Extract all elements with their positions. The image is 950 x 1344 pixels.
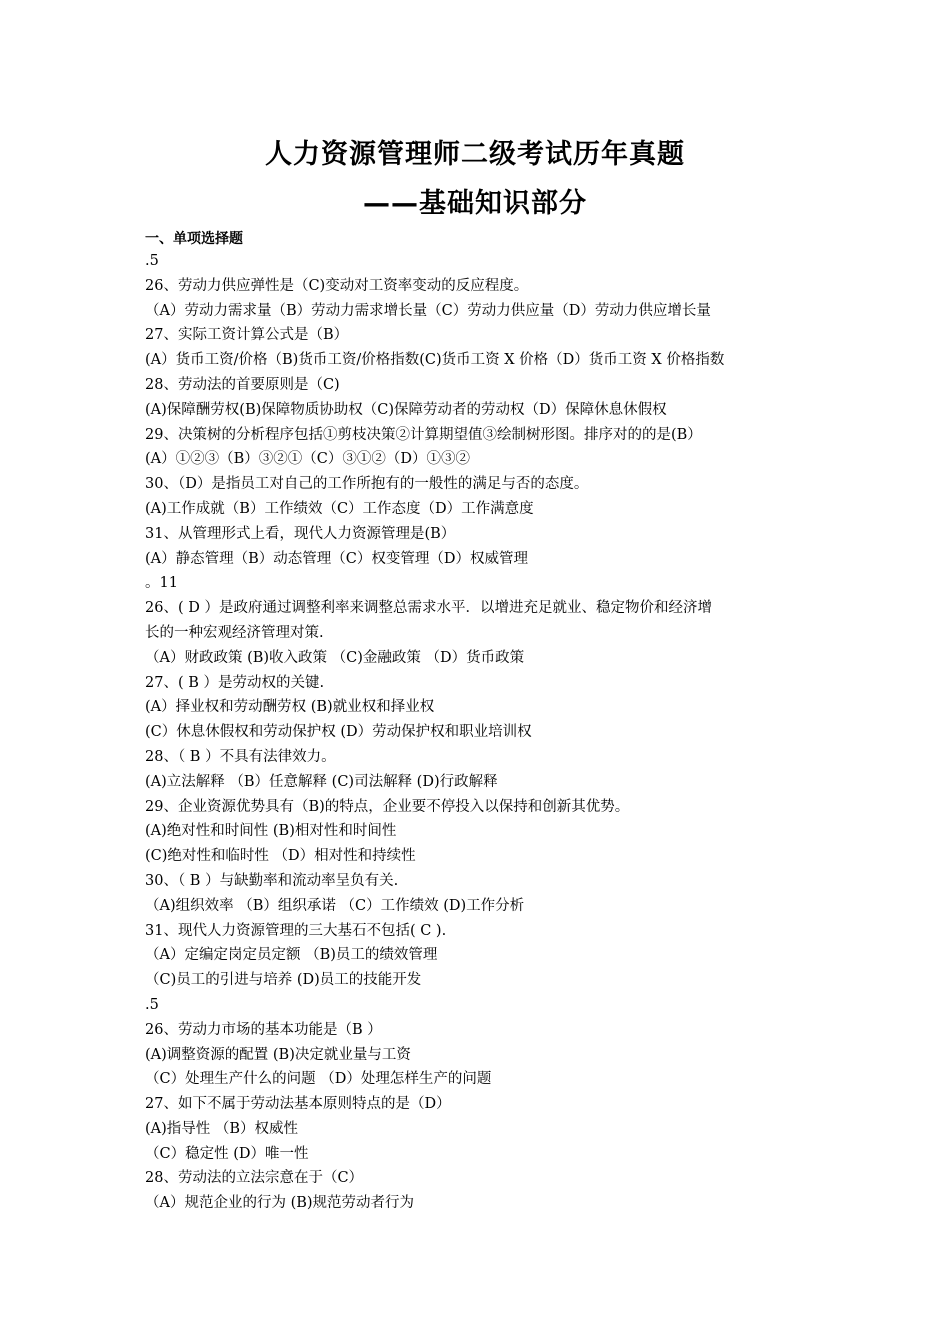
text-line: (A)调整资源的配置 (B)决定就业量与工资 — [145, 1046, 411, 1063]
text-line: （C）稳定性 (D）唯一性 — [145, 1145, 309, 1162]
text-line: 26、劳动力供应弹性是（C)变动对工资率变动的反应程度。 — [145, 277, 529, 294]
text-line: 27、( B ）是劳动权的关键. — [145, 674, 325, 691]
text-line: (A)立法解释 （B）任意解释 (C)司法解释 (D)行政解释 — [145, 773, 498, 790]
text-line: （A)组织效率 （B）组织承诺 （C）工作绩效 (D)工作分析 — [145, 897, 525, 914]
text-line: 28、劳动法的立法宗意在于（C） — [145, 1170, 364, 1187]
text-line: 26、( D ）是政府通过调整利率来调整总需求水平．以增进充足就业、稳定物价和经济增 — [145, 600, 712, 617]
text-line: （A）财政政策 (B)收入政策 （C)金融政策 （D）货币政策 — [145, 649, 525, 666]
text-line: 27、实际工资计算公式是（B） — [145, 327, 349, 344]
text-line: 31、从管理形式上看，现代人力资源管理是(B） — [145, 525, 456, 542]
text-line: 29、企业资源优势具有（B)的特点，企业要不停投入以保持和创新其优势。 — [145, 798, 630, 815]
text-line: .5 — [145, 996, 159, 1013]
text-line: 26、劳动力市场的基本功能是（B ） — [145, 1021, 382, 1038]
text-line: （C)员工的引进与培养 (D)员工的技能开发 — [145, 972, 422, 989]
text-line: 30、（D）是指员工对自己的工作所抱有的一般性的满足与否的态度。 — [145, 476, 589, 493]
text-line: (A)绝对性和时间性 (B)相对性和时间性 — [145, 823, 397, 840]
section-heading: 一、单项选择题 — [145, 231, 243, 247]
text-line: （A）规范企业的行为 (B)规范劳动者行为 — [145, 1195, 415, 1212]
document-title: 人力资源管理师二级考试历年真题 — [265, 139, 685, 170]
text-line: 30、（ B ）与缺勤率和流动率呈负有关. — [145, 872, 399, 889]
text-line: 长的一种宏观经济管理对策. — [145, 624, 324, 641]
text-line: 31、现代人力资源管理的三大基石不包括( C ). — [145, 922, 447, 939]
text-line: .5 — [145, 253, 159, 269]
text-line: (A)指导性 （B）权威性 — [145, 1120, 299, 1137]
text-line: 28、（ B ）不具有法律效力。 — [145, 748, 336, 765]
text-line: 29、决策树的分析程序包括①剪枝决策②计算期望值③绘制树形图。排序对的的是(B） — [145, 426, 702, 443]
text-line: (A)保障酬劳权(B)保障物质协助权（C)保障劳动者的劳动权（D）保障休息休假权 — [145, 401, 667, 418]
text-line: (C)绝对性和临时性 （D）相对性和持续性 — [145, 848, 416, 865]
document-subtitle: ——基础知识部分 — [363, 188, 587, 219]
text-line: (A）货币工资/价格（B)货币工资/价格指数(C)货币工资 X 价格（D）货币工资 X 价格指数 — [145, 352, 725, 369]
document-body — [145, 249, 810, 1216]
text-line: 27、如下不属于劳动法基本原则特点的是（D） — [145, 1096, 451, 1113]
text-line: (A）静态管理（B）动态管理（C）权变管理（D）权威管理 — [145, 550, 529, 567]
text-line: 。11 — [145, 575, 178, 592]
text-line: (A)工作成就（B）工作绩效（C）工作态度（D）工作满意度 — [145, 500, 534, 517]
text-line: （A）劳动力需求量（B）劳动力需求增长量（C）劳动力供应量（D）劳动力供应增长量 — [145, 302, 711, 319]
text-line: (C）休息休假权和劳动保护权 (D）劳动保护权和职业培训权 — [145, 724, 532, 741]
text-line: （A）定编定岗定员定额 （B)员工的绩效管理 — [145, 947, 438, 964]
text-line: 28、劳动法的首要原则是（C) — [145, 376, 340, 393]
text-line: （C）处理生产什么的问题 （D）处理怎样生产的问题 — [145, 1071, 492, 1088]
text-line: (A）择业权和劳动酬劳权 (B)就业权和择业权 — [145, 699, 435, 716]
text-line: (A）①②③（B）③②①（C）③①②（D）①③② — [145, 451, 471, 468]
